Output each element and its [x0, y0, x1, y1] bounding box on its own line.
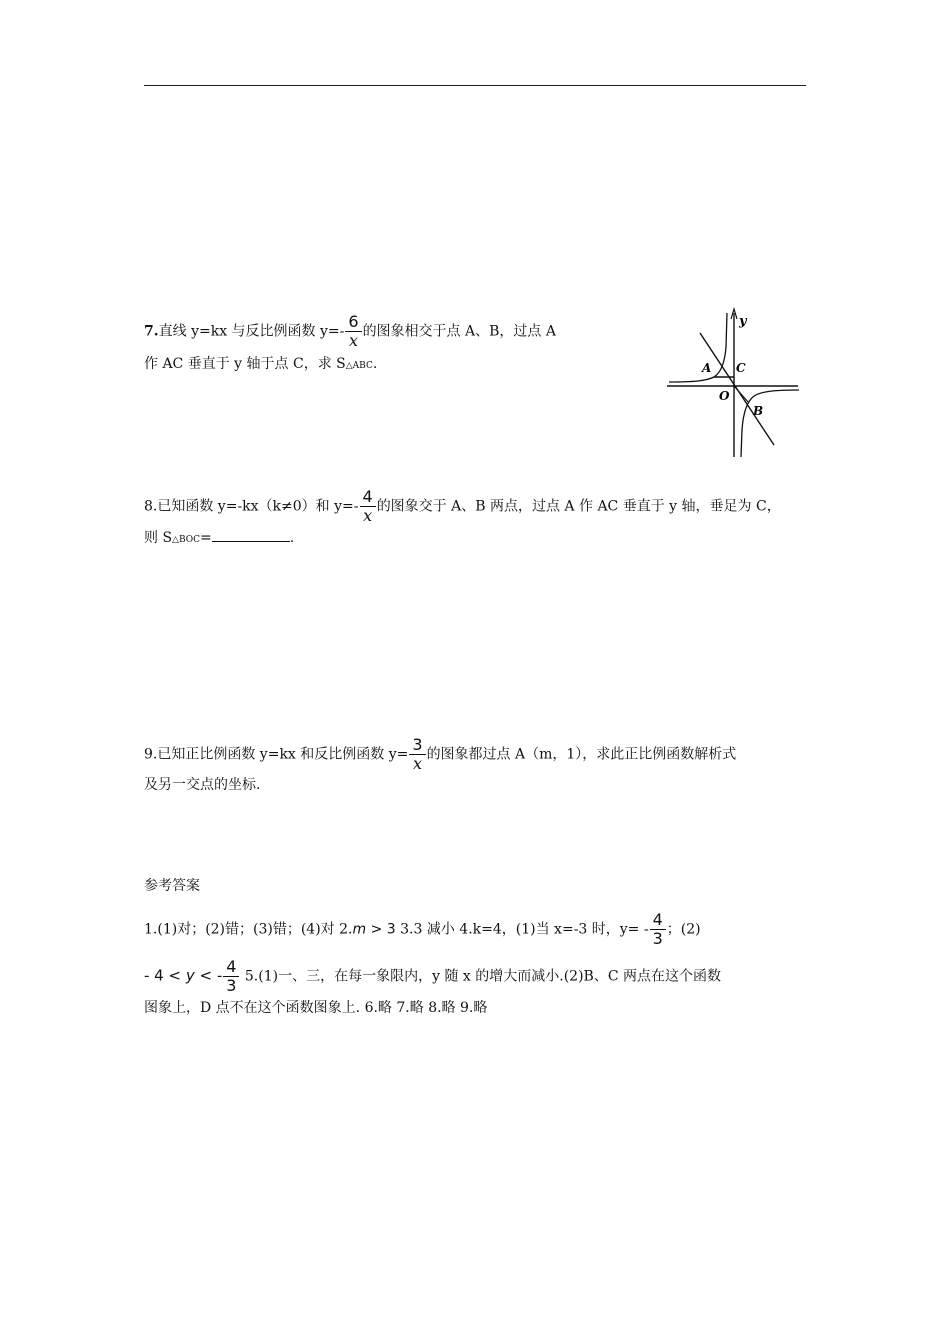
answers-l1-frac-den: 3	[652, 929, 663, 948]
q7-subscript: △ABC	[345, 361, 373, 371]
q7-number: 7.	[144, 323, 159, 340]
q8-line2	[144, 527, 294, 550]
answers-l2-a: - 4 <	[144, 966, 186, 985]
q8-line1	[144, 488, 781, 525]
q7-line1	[144, 313, 556, 350]
q7-fraction	[345, 313, 361, 350]
q7-end: .	[372, 356, 378, 372]
answers-l2-fraction	[223, 958, 239, 995]
answers-line2	[144, 958, 721, 995]
q7-text-3: 作 AC 垂直于 y 轴于点 C，求 S	[144, 356, 346, 372]
q9-fraction-den: x	[412, 754, 422, 773]
segment-ob	[734, 386, 749, 403]
q7-line2	[144, 354, 377, 376]
answers-l2-c: 5.(1)一、三，在每一象限内，y 随 x 的增大而减小.(2)B、C 两点在这个函数	[240, 968, 721, 985]
q7-fraction-num: 6	[348, 312, 359, 331]
q9-text-1: 9.已知正比例函数 y=kx 和反比例函数 y=	[144, 746, 409, 763]
answers-l2-frac-num: 4	[226, 957, 237, 976]
q7-text-1: 直线 y=kx 与反比例函数 y=-	[158, 323, 345, 340]
q8-subscript: △BOC	[172, 535, 201, 545]
answers-l2-b: < -	[194, 966, 223, 985]
q7-function-graph	[664, 305, 804, 460]
answers-l1-fraction	[650, 911, 666, 948]
q8-eq: =	[200, 530, 212, 546]
label-c: C	[736, 361, 746, 375]
q7-text-2: 的图象相交于点 A、B，过点 A	[362, 323, 556, 340]
hyperbola-branch-right	[741, 390, 799, 457]
q8-answer-blank	[212, 527, 290, 542]
header-rule	[144, 85, 806, 86]
label-y: y	[739, 314, 747, 329]
q8-text-2: 的图象交于 A、B 两点，过点 A 作 AC 垂直于 y 轴，垂足为 C，	[376, 498, 781, 515]
answers-l1-b: 3.3 减小 4.k=4，(1)当 x=-3 时，y= -	[395, 921, 649, 938]
answers-title: 参考答案	[144, 878, 200, 894]
label-a: A	[702, 361, 712, 375]
answers-l1-c: ；(2)	[666, 921, 701, 938]
hyperbola-branch-left	[669, 313, 727, 382]
answers-l1-m: m	[352, 921, 367, 938]
label-b: B	[753, 404, 764, 418]
q8-text-1: 8.已知函数 y=-kx（k≠0）和 y=-	[144, 498, 359, 515]
q9-text-2: 的图象都过点 A（m，1），求此正比例函数解析式	[426, 746, 737, 763]
q8-text-3: 则 S	[144, 530, 173, 546]
q7-fraction-den: x	[348, 331, 358, 350]
q9-line2	[144, 775, 260, 795]
q8-fraction	[360, 488, 376, 525]
q8-fraction-num: 4	[362, 487, 373, 506]
answers-l2-y: y	[185, 966, 195, 985]
answers-l1-frac-num: 4	[652, 910, 663, 929]
answers-line1	[144, 911, 701, 948]
answers-l1-a: 1.(1)对；(2)错；(3)错；(4)对 2.	[144, 921, 353, 938]
q9-text-3: 及另一交点的坐标.	[144, 777, 261, 793]
answers-line3: 图象上，D 点不在这个函数图象上. 6.略 7.略 8.略 9.略	[144, 1000, 488, 1016]
answers-l2-frac-den: 3	[226, 976, 237, 995]
q9-line1	[144, 736, 736, 773]
q8-fraction-den: x	[363, 506, 373, 525]
q8-end: .	[289, 530, 295, 546]
q9-fraction	[409, 736, 425, 773]
answers-l1-gt3: > 3	[366, 921, 396, 938]
q9-fraction-num: 3	[412, 735, 423, 754]
label-o: O	[719, 389, 730, 403]
